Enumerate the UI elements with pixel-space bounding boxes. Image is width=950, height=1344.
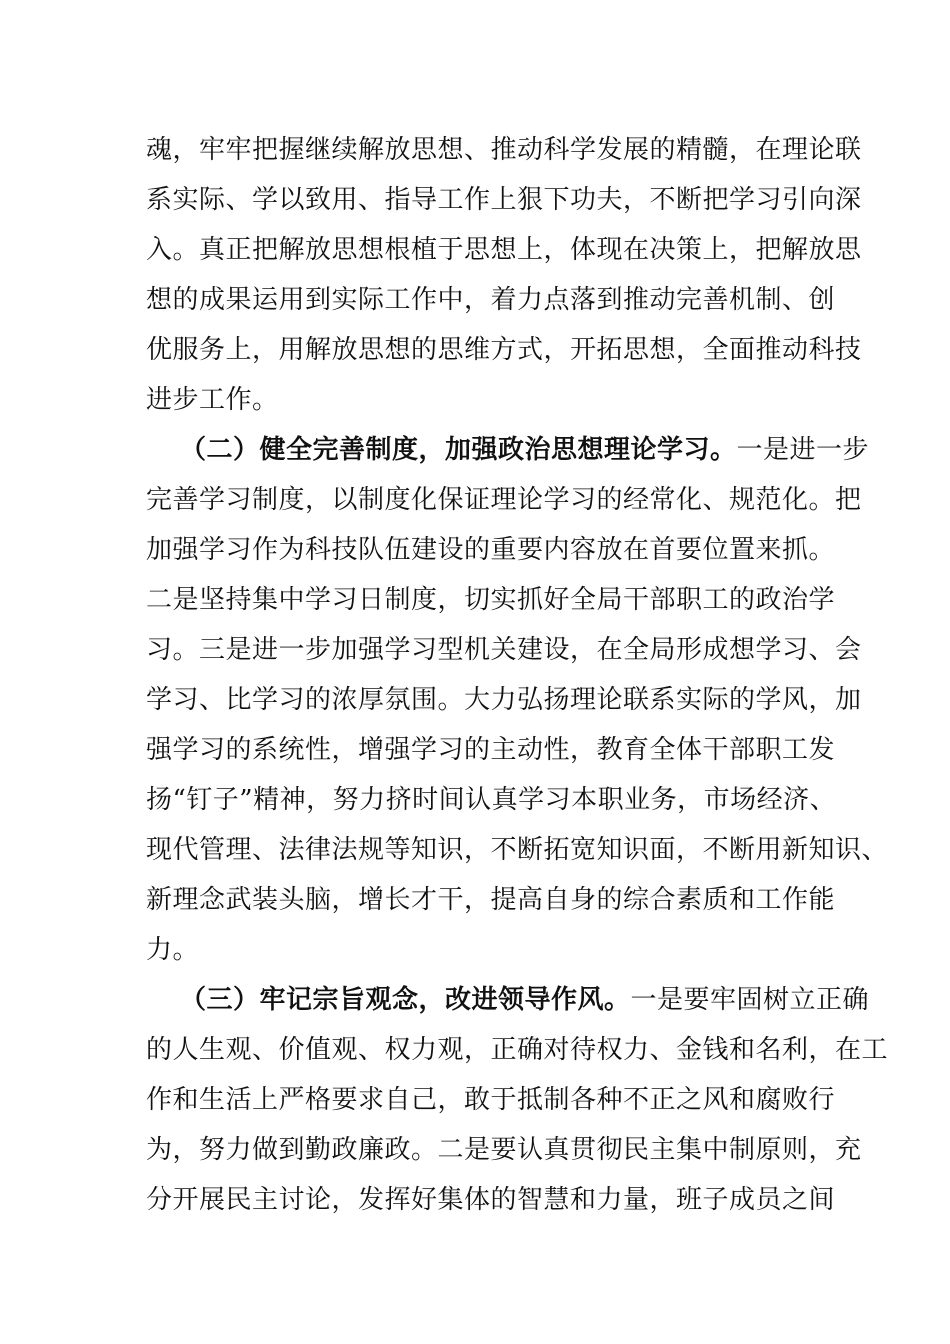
text-line: 扬“钉子”精神，努力挤时间认真学习本职业务，市场经济、: [146, 785, 837, 815]
text-run: 一是进一步: [736, 435, 870, 465]
section-heading: （二）健全完善制度，加强政治思想理论学习。: [180, 435, 737, 465]
paragraph-first-line: [146, 975, 870, 1025]
text-line: 完善学习制度，以制度化保证理论学习的经常化、规范化。把: [146, 485, 862, 515]
text-line: 魂，牢牢把握继续解放思想、推动科学发展的精髓，在理论联: [146, 135, 862, 165]
paragraph-section-3: [146, 975, 889, 1225]
text-line: 入。真正把解放思想根植于思想上，体现在决策上，把解放思: [146, 235, 862, 265]
text-line: 进步工作。: [146, 385, 279, 415]
paragraph-continuation: [146, 125, 862, 425]
text-line: 二是坚持集中学习日制度，切实抓好全局干部职工的政治学: [146, 585, 836, 615]
text-line: 学习、比学习的浓厚氛围。大力弘扬理论联系实际的学风，加: [146, 685, 862, 715]
section-heading: （三）牢记宗旨观念，改进领导作风。: [180, 985, 631, 1015]
text-line: 强学习的系统性，增强学习的主动性，教育全体干部职工发: [146, 735, 836, 765]
text-line: 现代管理、法律法规等知识，不断拓宽知识面，不断用新知识、: [146, 835, 889, 865]
paragraph-section-2: [146, 425, 889, 975]
text-line: 优服务上，用解放思想的思维方式，开拓思想，全面推动科技: [146, 335, 862, 365]
text-line: 新理念武装头脑，增长才干，提高自身的综合素质和工作能: [146, 885, 836, 915]
text-line: 力。: [146, 935, 200, 965]
text-line: 加强学习作为科技队伍建设的重要内容放在首要位置来抓。: [146, 535, 836, 565]
text-line: 系实际、学以致用、指导工作上狠下功夫，不断把学习引向深: [146, 185, 862, 215]
document-body: [146, 125, 889, 1225]
text-line: 分开展民主讨论，发挥好集体的智慧和力量，班子成员之间: [146, 1185, 836, 1215]
text-line: 想的成果运用到实际工作中，着力点落到推动完善机制、创: [146, 285, 836, 315]
text-line: 习。三是进一步加强学习型机关建设，在全局形成想学习、会: [146, 635, 862, 665]
text-line: 作和生活上严格要求自己，敢于抵制各种不正之风和腐败行: [146, 1085, 836, 1115]
text-line: 的人生观、价值观、权力观，正确对待权力、金钱和名利，在工: [146, 1035, 889, 1065]
paragraph-first-line: [146, 425, 870, 475]
text-run: 一是要牢固树立正确: [630, 985, 870, 1015]
text-line: 为，努力做到勤政廉政。二是要认真贯彻民主集中制原则，充: [146, 1135, 862, 1165]
